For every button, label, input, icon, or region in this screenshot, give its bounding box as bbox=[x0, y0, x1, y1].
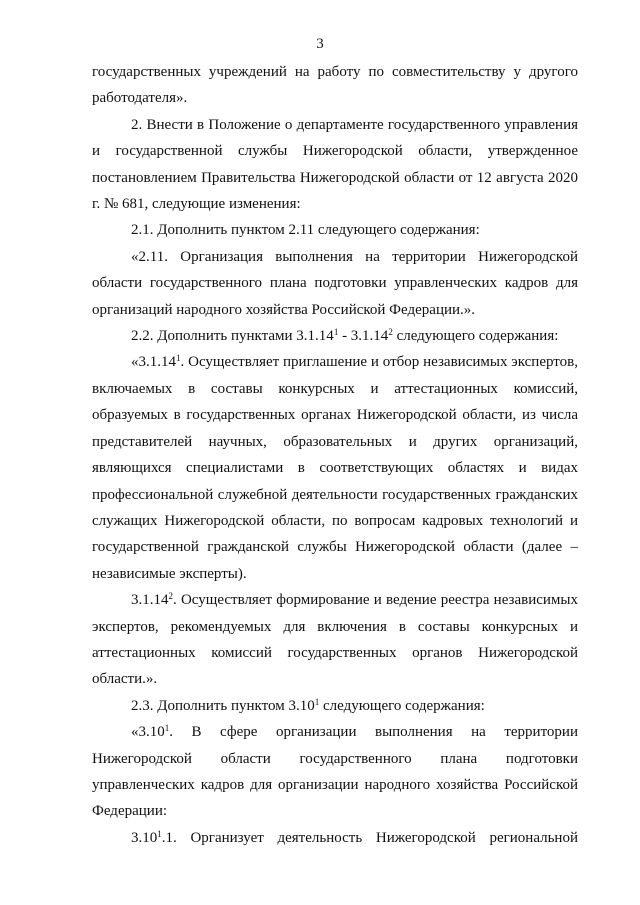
paragraph-quote-3-1-14-2 bbox=[92, 587, 578, 693]
paragraph-item-2-1: 2.1. Дополнить пунктом 2.11 следующего содержания: bbox=[131, 222, 480, 239]
text-span: следующего содержания: bbox=[392, 328, 559, 345]
paragraph-quote-3-1-14-1 bbox=[92, 349, 578, 587]
text-span: 2.2. Дополнить пунктами 3.1.14 bbox=[131, 328, 334, 345]
document-body bbox=[92, 59, 578, 851]
superscript: 1 bbox=[157, 828, 162, 839]
text-span: . Осуществляет формирование и ведение реестра независимых экспертов, рекомендуемых для включения в составы конкурсных и аттестационных комиссий государственных органов Нижегородской области.». bbox=[92, 592, 578, 688]
paragraph-item-2-3 bbox=[92, 693, 578, 719]
text-span: следующего содержания: bbox=[319, 697, 485, 714]
page-number: 3 bbox=[316, 36, 324, 52]
text-span: .1. Организует деятельность Нижегородской региональной bbox=[161, 829, 578, 846]
paragraph-item-2-2 bbox=[92, 323, 578, 349]
superscript: 1 bbox=[176, 353, 181, 364]
text-span: «3.10 bbox=[131, 724, 165, 741]
paragraph-quote-2-11: «2.11. Организация выполнения на территории Нижегородской области государственного плана подготовки управленческих кадров для организаций народного хозяйства Российской Федерации.». bbox=[92, 248, 578, 318]
superscript: 2 bbox=[168, 591, 173, 602]
paragraph-quote-3-10-1 bbox=[92, 719, 578, 825]
text-span: . Осуществляет приглашение и отбор независимых экспертов, включаемых в составы конкурсных и аттестационных комиссий, образуемых в государственных органах Нижегородской области, из числа представителей научных, образовательных и других организаций, являющихся специалистами в соответствующих областях и видах профессиональной служебной деятельности государственных гражданских служащих Нижегородской области, по вопросам кадровых технологий и государственной гражданской службы Нижегородской области (далее – независимые эксперты). bbox=[92, 354, 578, 582]
superscript: 1 bbox=[333, 327, 339, 338]
paragraph-item-3-10-1-1 bbox=[92, 825, 578, 851]
text-span: 2.3. Дополнить пунктом 3.10 bbox=[131, 697, 315, 714]
text-span: 3.1.14 bbox=[131, 592, 169, 609]
text-span: - 3.1.14 bbox=[338, 328, 389, 345]
superscript: 1 bbox=[164, 723, 170, 734]
text-span: 3.10 bbox=[131, 829, 158, 846]
superscript: 2 bbox=[388, 327, 393, 338]
superscript: 1 bbox=[314, 696, 320, 707]
text-span: «3.1.14 bbox=[131, 354, 176, 371]
paragraph-continuation: государственных учреждений на работу по совместительству у другого работодателя». bbox=[92, 64, 578, 107]
text-span: . В сфере организации выполнения на территории Нижегородской области государственного плана подготовки управленческих кадров для организации народного хозяйства Российской Федерации: bbox=[92, 724, 578, 820]
paragraph-item-2: 2. Внести в Положение о департаменте государственного управления и государственной службы Нижегородской области, утвержденное постановлением Правительства Нижегородской области от 12 августа 2020 г. № 681, следующие изменения: bbox=[92, 116, 578, 213]
